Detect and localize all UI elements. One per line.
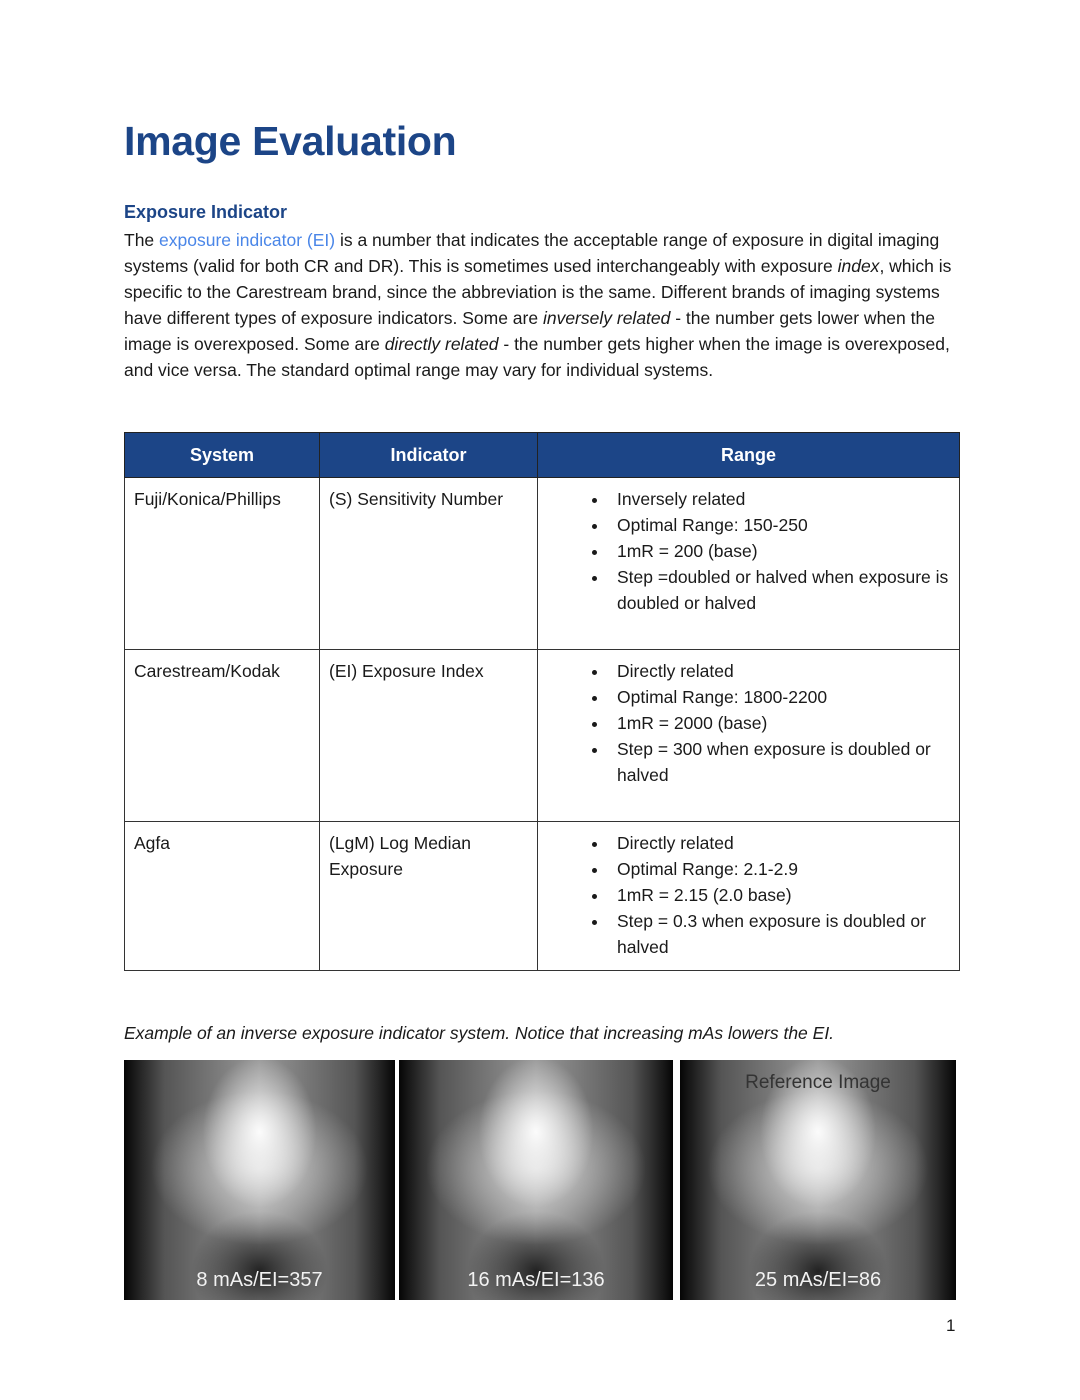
column-header: Indicator	[320, 433, 538, 478]
text: is a number that indicates the acceptable range of exposure in digital imaging systems (valid for both CR and DR). This is sometimes used interchangeably with exposure	[124, 230, 940, 276]
intro-paragraph	[124, 227, 954, 383]
system-cell: Carestream/Kodak	[125, 650, 320, 822]
column-header: System	[125, 433, 320, 478]
reference-image-label: Reference Image	[745, 1072, 891, 1093]
xray-image-25mas	[680, 1060, 956, 1300]
exposure-indicator-table	[124, 432, 960, 971]
table-header-row	[125, 433, 960, 478]
xray-label: 16 mAs/EI=136	[467, 1269, 605, 1291]
text: , which is specific to the Carestream brand, since the abbreviation is the same. Different brands of imaging systems have different types of exposure indicators. Some are	[124, 256, 952, 328]
figure-caption: Example of an inverse exposure indicator system. Notice that increasing mAs lowers the EI.	[124, 1023, 835, 1043]
range-item: • 1mR = 2.15 (2.0 base)	[609, 882, 950, 908]
column-header: Range	[538, 433, 960, 478]
text-italic: directly related	[384, 334, 499, 354]
range-item: • Directly related	[609, 658, 950, 684]
range-item: • Inversely related	[609, 486, 950, 512]
xray-label: 25 mAs/EI=86	[754, 1269, 882, 1291]
indicator-cell: (EI) Exposure Index	[320, 650, 538, 822]
page-title: Image Evaluation	[124, 118, 457, 164]
range-item: • Optimal Range: 1800-2200	[609, 684, 950, 710]
range-cell	[538, 822, 960, 971]
range-cell	[538, 650, 960, 822]
xray-image-16mas	[399, 1060, 673, 1300]
system-cell: Agfa	[125, 822, 320, 971]
section-heading: Exposure Indicator	[124, 202, 288, 222]
table-row	[125, 478, 960, 650]
system-cell: Fuji/Konica/Phillips	[125, 478, 320, 650]
range-item: • Step =doubled or halved when exposure is doubled or halved	[609, 564, 950, 616]
indicator-cell: (S) Sensitivity Number	[320, 478, 538, 650]
range-cell	[538, 478, 960, 650]
range-item: • Step = 0.3 when exposure is doubled or halved	[609, 908, 950, 960]
range-item: • Step = 300 when exposure is doubled or halved	[609, 736, 950, 788]
text: - the number gets lower when the image is overexposed. Some are	[124, 308, 935, 354]
text-italic: index	[837, 256, 880, 276]
range-item: • Optimal Range: 150-250	[609, 512, 950, 538]
text-italic: inversely related	[542, 308, 671, 328]
range-item: • 1mR = 200 (base)	[609, 538, 950, 564]
text: - the number gets higher when the image is overexposed, and vice versa. The standard optimal range may vary for individual systems.	[124, 334, 950, 380]
range-item: • Directly related	[609, 830, 950, 856]
page-number: 1	[946, 1316, 956, 1335]
exposure-indicator-link[interactable]: exposure indicator (EI)	[159, 230, 336, 250]
text: The	[124, 230, 160, 250]
indicator-cell: (LgM) Log Median Exposure	[320, 822, 538, 971]
xray-image-8mas	[124, 1060, 395, 1300]
range-item: • Optimal Range: 2.1-2.9	[609, 856, 950, 882]
table-row	[125, 650, 960, 822]
range-item: • 1mR = 2000 (base)	[609, 710, 950, 736]
xray-label: 8 mAs/EI=357	[196, 1269, 323, 1291]
table-row	[125, 822, 960, 971]
